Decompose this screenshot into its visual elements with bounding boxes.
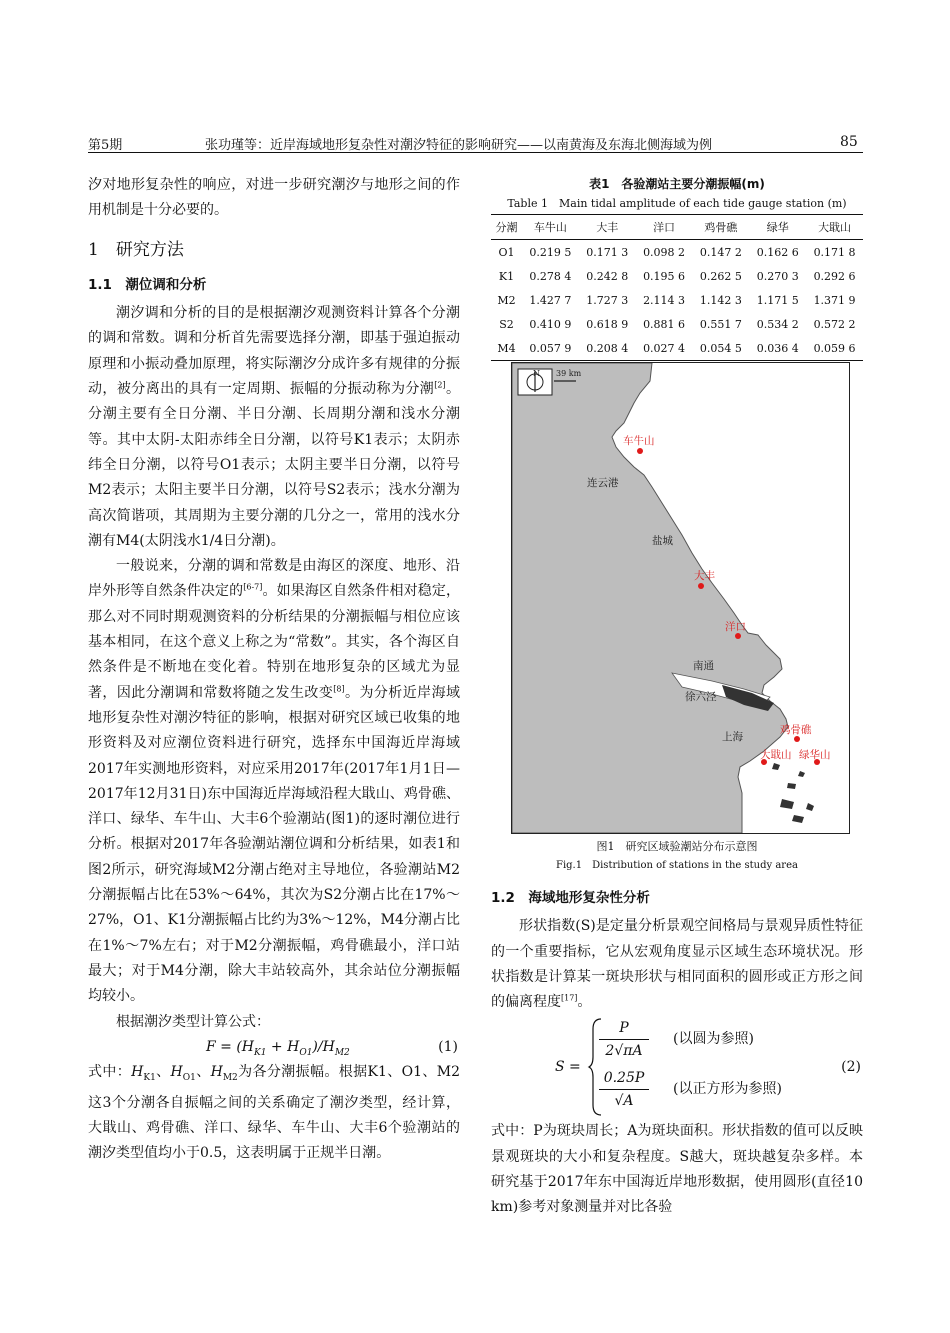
- table-row: [491, 288, 863, 312]
- section-1-2-heading: 1.2 海域地形复杂性分析: [491, 890, 650, 906]
- table-cell: 0.195 6: [643, 269, 686, 283]
- table-cell: 1.171 5: [756, 293, 799, 307]
- table-row: [491, 312, 863, 336]
- table-cell: 0.162 6: [756, 245, 799, 259]
- place-nantong: 南通: [693, 660, 714, 672]
- table-cell: 0.551 7: [699, 317, 742, 331]
- station-cheniushan: 车牛山: [623, 435, 655, 447]
- table-cell: 1.427 7: [529, 293, 572, 307]
- table-cell: 0.098 2: [643, 245, 686, 259]
- station-lvhuashan: 绿华山: [799, 749, 831, 761]
- station-dajishan: 大戢山: [760, 749, 792, 761]
- left-column: [88, 173, 460, 1167]
- equation-2: S = P 2√πA (以圆为参照) 0.25P √A (以正方形为参照) (2): [491, 1015, 863, 1119]
- equation-number: (2): [841, 1059, 861, 1076]
- running-title: 张功瑾等：近岸海域地形复杂性对潮汐特征的影响研究——以南黄海及东海北侧海域为例: [205, 138, 713, 153]
- table-cell: S2: [499, 317, 514, 331]
- table-cell: 0.278 4: [529, 269, 572, 283]
- station-jigujiao: 鸡骨礁: [780, 724, 812, 736]
- paragraph-constants: 一般说来，分潮的调和常数是由海区的深度、地形、沿岸外形等自然条件决定的[6-7]。如果海区自然条件相对稳定，那么对不同时期观测资料的分析结果的分潮振幅与相位应该基本相同，在这个意义上称之为“常数”。其实，各个海区自然条件是不断地在变化着。特别在地形复杂的区域尤为显著，因此分潮调和常数将随之发生改变[8]。为分析近岸海域地形复杂性对潮汐特征的影响，根据对研究区域已收集的地形资料及对应潮位资料进行研究，选择东中国海近岸海域2017年实测地形资料，对应采用2017年(2017年1月1日—2017年12月31日)东中国海近岸海域沿程大戢山、鸡骨礁、洋口、绿华、车牛山、大丰6个验潮站(图1)的逐时潮位进行分析。根据对2017年各验潮站潮位调和分析结果，如表1和图2所示，研究海域M2分潮占绝对主导地位，各验潮站M2分潮振幅占比在53%～64%，其次为S2分潮占比在17%～27%，O1、K1分潮振幅占比约为3%～12%，M4分潮占比在1%～7%左右；对于M2分潮振幅，鸡骨礁最小，洋口站最大；对于M4分潮，除大丰站较高外，其余站位分潮振幅均较小。: [88, 558, 461, 1005]
- table-cell: 0.881 6: [643, 317, 686, 331]
- table-title-cn: 表1 各验潮站主要分潮振幅(m): [589, 177, 765, 191]
- issue-number: 第5期: [88, 138, 123, 153]
- paragraph-shape-definition: 式中：P为斑块周长；A为斑块面积。形状指数的值可以反映景观斑块的大小和复杂程度。S越大，斑块越复杂多样。本研究基于2017年东中国海近岸地形数据，使用圆形(直径10 km)参考对象测量并对比各验: [491, 1123, 863, 1216]
- intro-paragraph: 汐对地形复杂性的响应，对进一步研究潮汐与地形之间的作用机制是十分必要的。: [88, 177, 460, 219]
- table-header-cell: 大丰: [579, 215, 636, 240]
- table-cell: 0.572 2: [813, 317, 856, 331]
- table-row: [491, 264, 863, 288]
- table-header-cell: 分潮: [491, 215, 522, 240]
- paragraph-harmonic: 潮汐调和分析的目的是根据潮汐观测资料计算各个分潮的调和常数。调和分析首先需要选择分潮，即基于强迫振动原理和小振动叠加原理，将实际潮汐分成许多有规律的分振动，被分离出的具有一定周期、振幅的分振动称为分潮[2]。分潮主要有全日分潮、半日分潮、长周期分潮和浅水分潮等。其中太阴-太阳赤纬全日分潮，以符号K1表示；太阴赤纬全日分潮，以符号O1表示；太阴主要半日分潮，以符号M2表示；太阳主要半日分潮，以符号S2表示；浅水分潮为高次简谐项，其周期为主要分潮的几分之一，常用的浅水分潮有M4(太阴浅水1/4日分潮)。: [88, 305, 461, 549]
- table-cell: 0.036 4: [749, 336, 806, 361]
- table-cell: O1: [498, 245, 515, 259]
- island: [780, 799, 794, 809]
- table-cell: 0.057 9: [522, 336, 579, 361]
- study-area-map: [511, 362, 850, 834]
- island: [772, 763, 780, 770]
- table-header-cell: 大戢山: [806, 215, 863, 240]
- table-cell: K1: [498, 269, 515, 283]
- scale-label: 39 km: [556, 369, 582, 378]
- island: [806, 803, 814, 811]
- table-cell: 0.242 8: [586, 269, 629, 283]
- table-header-cell: 车牛山: [522, 215, 579, 240]
- map-drawing: [512, 363, 849, 833]
- table-cell: 0.219 5: [529, 245, 572, 259]
- citation: [6-7]: [243, 582, 263, 592]
- table-cell: 1.371 9: [813, 293, 856, 307]
- table-cell: 0.262 5: [699, 269, 742, 283]
- figure-caption-cn: 图1 研究区域验潮站分布示意图: [596, 840, 758, 853]
- table-cell: 0.059 6: [806, 336, 863, 361]
- table-cell: 0.147 2: [699, 245, 742, 259]
- table-1: [491, 175, 863, 361]
- section-1-1-heading: 1.1 潮位调和分析: [88, 276, 207, 293]
- station-dot: [637, 448, 643, 454]
- equation-1: $F = (H_{K1} + H_{O1})/H_{M2}$ (1): [88, 1035, 460, 1060]
- table-cell: M2: [497, 293, 516, 307]
- table-cell: 2.114 3: [643, 293, 686, 307]
- island: [792, 815, 804, 823]
- station-dot: [698, 583, 704, 589]
- table-cell: 0.208 4: [579, 336, 636, 361]
- paragraph-formula-intro: 根据潮汐类型计算公式：: [116, 1013, 270, 1030]
- citation: [17]: [561, 993, 578, 1003]
- island: [798, 771, 805, 777]
- place-lianyungang: 连云港: [587, 477, 619, 489]
- north-arrow-label: N: [533, 369, 540, 378]
- figure-caption-en: Fig.1 Distribution of stations in the study area: [556, 860, 798, 871]
- place-xuliujing: 徐六泾: [685, 691, 717, 703]
- equation-number: (1): [438, 1038, 458, 1055]
- station-yangkou: 洋口: [725, 621, 746, 633]
- citation: [2]: [434, 380, 446, 390]
- table-title-en: Table 1 Main tidal amplitude of each tide gauge station (m): [507, 197, 847, 210]
- citation: [8]: [333, 683, 345, 693]
- station-dafeng: 大丰: [694, 570, 715, 582]
- table-cell: 0.292 6: [813, 269, 856, 283]
- paragraph-tide-type: 式中：$H_{K1}$、$H_{O1}$、$H_{M2}$为各分潮振幅。根据K1、O1、M2这3个分潮各自振幅之间的关系确定了潮汐类型，经计算，大戢山、鸡骨礁、洋口、绿华、车牛山、大丰6个验潮站的潮汐类型值均小于0.5，这表明属于正规半日潮。: [88, 1063, 461, 1162]
- table-header-cell: 绿华: [749, 215, 806, 240]
- table-header-cell: 鸡骨礁: [692, 215, 749, 240]
- header-rule: [88, 152, 863, 153]
- table-cell: 0.027 4: [636, 336, 693, 361]
- right-column: [491, 886, 863, 1221]
- place-yancheng: 盐城: [652, 535, 673, 547]
- table-row: [491, 240, 863, 265]
- table-row: [491, 336, 863, 361]
- table-cell: 0.618 9: [586, 317, 629, 331]
- table-cell: M4: [491, 336, 522, 361]
- table-cell: 0.171 8: [813, 245, 856, 259]
- section-1-heading: 1 研究方法: [88, 239, 184, 260]
- place-shanghai: 上海: [722, 731, 743, 743]
- table-cell: 1.727 3: [586, 293, 629, 307]
- table-cell: 1.142 3: [699, 293, 742, 307]
- island: [787, 783, 796, 789]
- amplitude-table: [491, 214, 863, 361]
- paragraph-shape-index: 形状指数(S)是定量分析景观空间格局与景观异质性特征的一个重要指标，它从宏观角度显示区域生态环境状况。形状指数是计算某一斑块形状与相同面积的圆形或正方形之间的偏离程度[17]。: [491, 918, 863, 1011]
- page-number: 85: [840, 134, 858, 150]
- table-cell: 0.534 2: [756, 317, 799, 331]
- table-cell: 0.270 3: [756, 269, 799, 283]
- table-cell: 0.171 3: [586, 245, 629, 259]
- table-header-cell: 洋口: [636, 215, 693, 240]
- table-cell: 0.410 9: [529, 317, 572, 331]
- table-cell: 0.054 5: [692, 336, 749, 361]
